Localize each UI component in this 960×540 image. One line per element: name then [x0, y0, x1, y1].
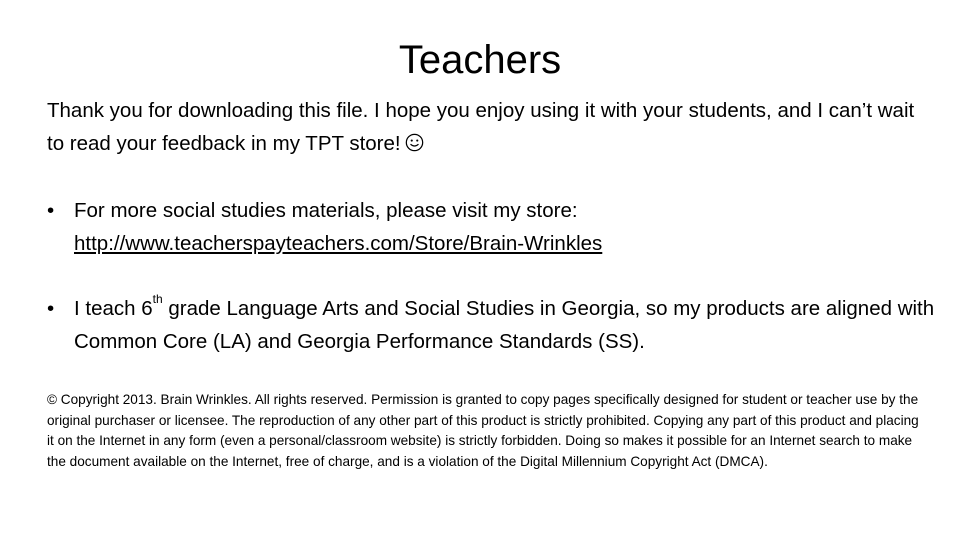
bullet-grade — [47, 292, 937, 358]
store-lead-text: For more social studies materials, please visit my store: — [74, 199, 578, 222]
intro-paragraph — [47, 94, 927, 162]
smiley-face-icon — [405, 129, 424, 162]
grade-text-before: I teach 6 — [74, 297, 153, 320]
grade-superscript: th — [152, 292, 163, 306]
grade-text-after: grade Language Arts and Social Studies in Georgia, so my products are aligned with Common Core (LA) and Georgia Performance Standards (SS). — [74, 297, 935, 353]
bullet-store — [47, 194, 937, 260]
bullet-marker: • — [47, 199, 55, 222]
bullet-marker: • — [47, 297, 55, 320]
store-link[interactable]: http://www.teacherspayteachers.com/Store/Brain-Wrinkles — [74, 232, 603, 255]
bullet-list — [47, 194, 937, 358]
intro-text: Thank you for downloading this file. I hope you enjoy using it with your students, and I can’t wait to read your feedback in my TPT store! — [47, 99, 915, 155]
copyright-notice: © Copyright 2013. Brain Wrinkles. All rights reserved. Permission is granted to copy pages specifically designed for student or teacher use by the original purchaser or licensee. The reproduction of any other part of this product is strictly prohibited. Copying any part of this product and placing it on the Internet in any form (even a personal/classroom website) is strictly forbidden. Doing so makes it possible for an Internet search to make the document available on the Internet, free of charge, and is a violation of the Digital Millennium Copyright Act (DMCA). — [47, 392, 919, 469]
slide-title: Teachers — [398, 38, 562, 82]
